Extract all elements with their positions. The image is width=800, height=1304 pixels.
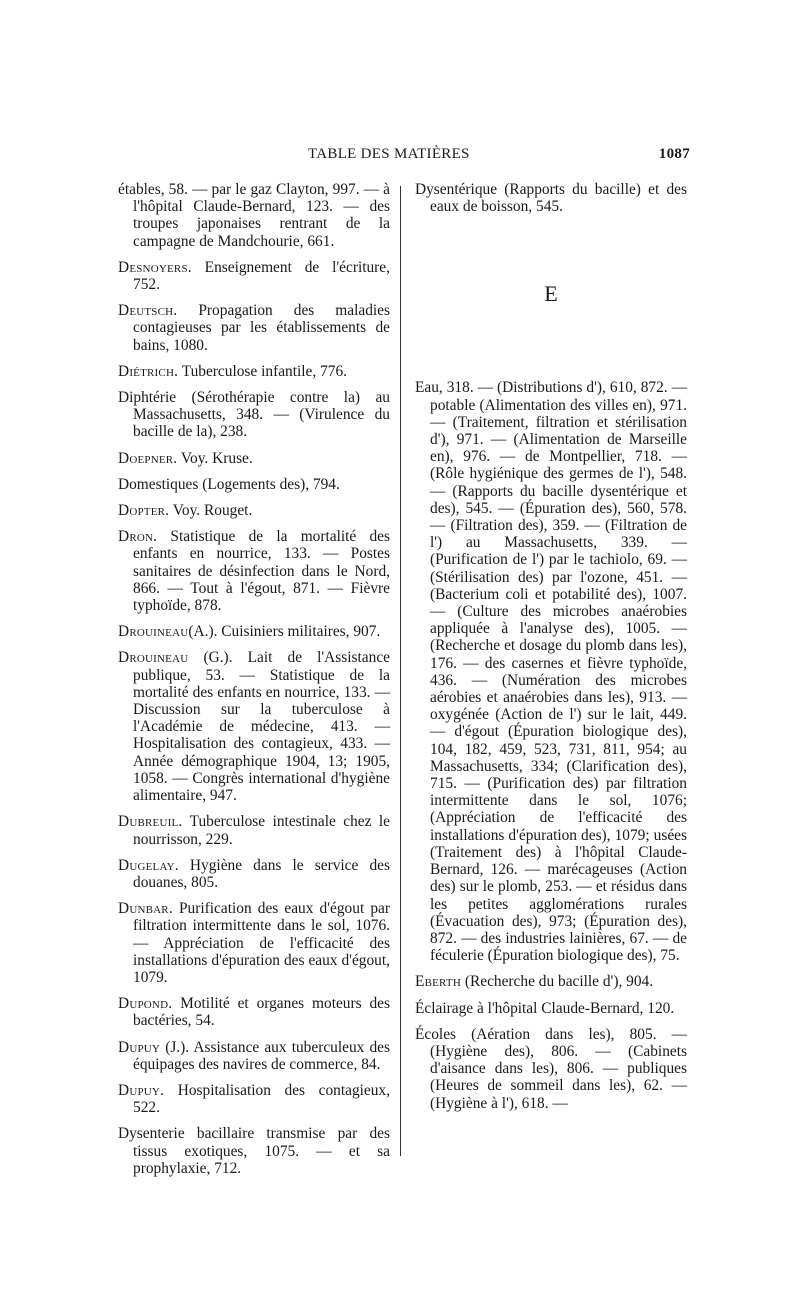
entry-text: Enseignement de l'écriture, 752. <box>133 258 390 294</box>
left-column <box>118 181 390 1186</box>
right-entries-before <box>415 181 687 215</box>
author-name: Eberth <box>415 973 461 991</box>
index-entry <box>118 450 390 467</box>
column-divider <box>400 186 401 1156</box>
entry-text: Statistique de la mortalité des enfants en nourrice, 133. — Postes sanitaires de désinfection dans le Nord, 866. — Tout à l'égout, 871. — Fièvre typhoïde, 878. <box>133 528 390 615</box>
entry-text: (Recherche du bacille d'), 904. <box>461 973 654 991</box>
author-name: Dugelay. <box>118 856 179 874</box>
author-name: Doepner. <box>118 449 178 467</box>
index-entry <box>118 302 390 354</box>
entry-text: Motilité et organes moteurs des bactéries, 54. <box>133 995 390 1030</box>
entry-text: Voy. Kruse. <box>177 449 253 467</box>
entry-text: Propagation des maladies contagieuses par les établissements de bains, 1080. <box>133 302 390 354</box>
entry-text: Voy. Rouget. <box>169 502 253 520</box>
index-entry <box>118 900 390 986</box>
index-entry <box>118 476 390 493</box>
index-entry <box>118 389 390 441</box>
index-entry <box>118 623 390 640</box>
index-entry <box>118 259 390 293</box>
entry-text: Écoles (Aération dans les), 805. — (Hygiène des), 806. — (Cabinets d'aisance dans les), 806. — publiques (Heures de sommeil dans les), 62. — (Hygiène à l'), 618. — <box>415 1025 687 1112</box>
index-entry <box>118 181 390 250</box>
entry-text: Tuberculose intestinale chez le nourrisson, 229. <box>133 813 390 848</box>
author-name: Dron. <box>118 528 158 546</box>
author-name: Drouineau <box>118 623 189 641</box>
index-entry <box>415 379 687 964</box>
author-name: Desnoyers. <box>118 258 192 276</box>
right-column <box>415 181 687 1121</box>
entry-text: étables, 58. — par le gaz Clayton, 997. — à l'hôpital Claude-Bernard, 123. — des troupes japonaises rentrant de la campagne de Mandchourie, 661. <box>118 181 390 250</box>
entry-text: Dysentérique (Rapports du bacille) et des eaux de boisson, 545. <box>415 181 687 216</box>
index-entry <box>118 363 390 380</box>
author-name: Drouineau <box>118 649 189 667</box>
index-entry <box>415 1000 687 1017</box>
author-name: Deutsch. <box>118 302 178 320</box>
author-name: Dunbar. <box>118 900 173 918</box>
entry-text: Éclairage à l'hôpital Claude-Bernard, 120. <box>415 999 675 1017</box>
index-entry <box>415 1026 687 1112</box>
page-number: 1087 <box>658 146 690 162</box>
entry-text: Diphtérie (Sérothérapie contre la) au Massachusetts, 348. — (Virulence du bacille de la), 238. <box>118 389 390 441</box>
right-entries-after <box>415 379 687 1111</box>
author-name: Dupond. <box>118 995 173 1013</box>
index-entry <box>118 649 390 804</box>
entry-text: Eau, 318. — (Distributions d'), 610, 872. — potable (Alimentation des villes en), 971. — (Traitement, filtration et stérilisation d'), 971. — (Alimentation de Marseille en), 976. — de Montpellier, 718. — (Rôle hygiénique des germes de l'), 548. — (Rapports du bacille dysentérique et des), 545. — (Épuration des), 560, 578. — (Filtration des), 359. — (Filtration de l') au Massachusetts, 339. — (Purification de l') par le tachiolo, 69. — (Stérilisation des) par l'ozone, 451. — (Bacterium coli et potabilité des), 1007. — (Culture des microbes anaérobies appliquée à l'analyse des), 1005. — (Recherche et dosage du plomb dans les), 176. — des casernes et fièvre typhoïde, 436. — (Numération des microbes aérobies et anaérobies dans les), 913. — oxygénée (Action de l') sur le lait, 449. — d'égout (Épuration biologique des), 104, 182, 459, 523, 731, 811, 954; au Massachusetts, 334; (Clarification des), 715. — (Purification des) par filtration intermittente dans le sol, 1076; (Appréciation de l'efficacité des installations d'épuration des), 1079; usées (Traitement des) à l'hôpital Claude-Bernard, 126. — marécageuses (Action des) sur le plomb, 253. — et résidus dans les petites agglomérations rurales (Évacuation des), 973; (Épuration des), 872. — des industries lainières, 67. — de féculerie (Épuration biologique des), 75. <box>415 379 687 965</box>
running-header <box>308 146 690 170</box>
entry-text: Hospitalisation des contagieux, 522. <box>133 1081 390 1117</box>
entry-text: Domestiques (Logements des), 794. <box>118 475 340 493</box>
index-entry <box>118 813 390 847</box>
index-entry <box>118 1082 390 1116</box>
entry-text: Tuberculose infantile, 776. <box>178 362 348 380</box>
index-entry <box>118 995 390 1029</box>
author-name: Dupuy. <box>118 1081 165 1099</box>
entry-text: (A.). Cuisiniers militaires, 907. <box>188 623 381 641</box>
header-title: TABLE DES MATIÈRES <box>308 146 470 162</box>
index-entry <box>118 502 390 519</box>
author-name: Dupuy <box>118 1038 161 1056</box>
author-name: Dopter. <box>118 502 170 520</box>
entry-text: Dysenterie bacillaire transmise par des tissus exotiques, 1075. — et sa prophylaxie, 712. <box>118 1125 390 1177</box>
entry-text: Hygiène dans le service des douanes, 805. <box>133 856 390 891</box>
index-entry <box>118 1039 390 1073</box>
entry-text: (J.). Assistance aux tuberculeux des équipages des navires de commerce, 84. <box>133 1038 390 1073</box>
index-entry <box>415 181 687 215</box>
index-entry <box>118 528 390 614</box>
author-name: Diétrich. <box>118 362 179 380</box>
index-entry <box>118 857 390 891</box>
index-entry <box>415 973 687 990</box>
index-entry <box>118 1125 390 1177</box>
section-letter: E <box>544 281 558 307</box>
entry-text: Purification des eaux d'égout par filtration intermittente dans le sol, 1076. — Appréciation de l'efficacité des installations d'épuration des eaux d'égout, 1079. <box>133 900 390 986</box>
author-name: Dubreuil. <box>118 813 183 831</box>
entry-text: (G.). Lait de l'Assistance publique, 53. — Statistique de la mortalité des enfants en nourrice, 133. — Discussion sur la tuberculose à l'Académie de médecine, 413. — Hospitalisation des contagieux, 433. — Année démographique 1904, 13; 1905, 1058. — Congrès international d'hygiène alimentaire, 947. <box>133 649 390 805</box>
